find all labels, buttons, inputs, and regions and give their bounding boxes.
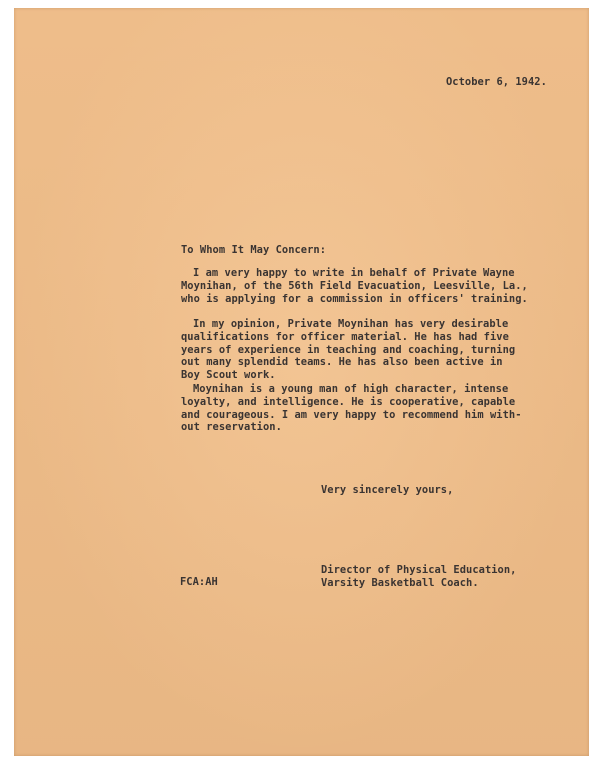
- letter-date: October 6, 1942.: [446, 76, 547, 88]
- closing: Very sincerely yours,: [321, 484, 454, 496]
- salutation: To Whom It May Concern:: [181, 244, 327, 256]
- paragraph-2: [181, 318, 515, 382]
- paragraph-1: [181, 267, 528, 305]
- paragraph-2-text: In my opinion, Private Moynihan has very desirable qualifications for officer material. He has had five years of experience in teaching and coaching, turning out many splendid teams. He has also been active in Boy Scout work.: [181, 318, 516, 382]
- reference-initials: FCA:AH: [180, 576, 218, 588]
- signature-block: Director of Physical Education, Varsity Basketball Coach.: [321, 564, 517, 589]
- paragraph-3: [181, 383, 522, 434]
- letter-sheet: [14, 8, 589, 756]
- paragraph-1-text: I am very happy to write in behalf of Private Wayne Moynihan, of the 56th Field Evacuation, Leesville, La., who is applying for a commission in officers' training.: [181, 267, 528, 305]
- paragraph-3-text: Moynihan is a young man of high character, intense loyalty, and intelligence. He is cooperative, capable and courageous. I am very happy to recommend him with- out reservation.: [181, 383, 522, 434]
